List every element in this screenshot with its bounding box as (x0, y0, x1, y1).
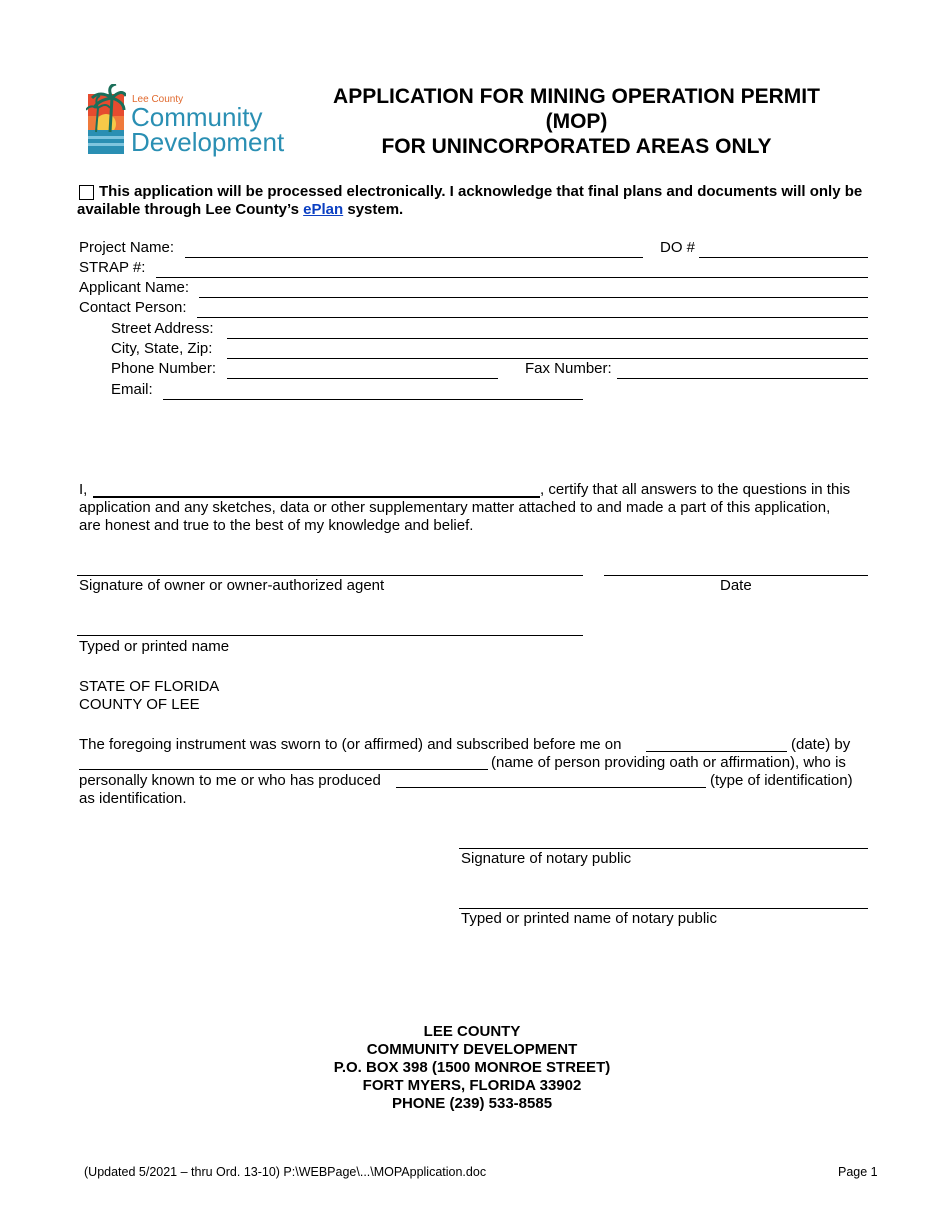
certification-prefix: I, (79, 481, 88, 498)
logo-development: Development (131, 127, 285, 157)
typed-name-label: Typed or printed name (79, 638, 230, 655)
do-number-field[interactable] (699, 257, 868, 258)
notary-typed-name-field[interactable] (459, 908, 868, 909)
page-number: Page 1 (838, 1165, 878, 1179)
project-name-field[interactable] (185, 257, 643, 258)
title-line-1: APPLICATION FOR MINING OPERATION PERMIT (333, 85, 820, 108)
footer-line-1: LEE COUNTY (423, 1023, 521, 1040)
phone-number-label: Phone Number: (111, 360, 217, 377)
acknowledgement-text (77, 183, 877, 219)
owner-signature-field[interactable] (77, 575, 583, 576)
phone-number-field[interactable] (227, 378, 498, 379)
typed-name-field[interactable] (77, 635, 583, 636)
acknowledgement-text-before: This application will be processed electronically. I acknowledge that final plans and documents will only be available through Lee County’s (77, 183, 863, 218)
applicant-name-label: Applicant Name: (79, 279, 190, 296)
title-line-3: FOR UNINCORPORATED AREAS ONLY (381, 135, 772, 158)
street-address-field[interactable] (227, 338, 868, 339)
applicant-name-field[interactable] (199, 297, 868, 298)
strap-label: STRAP #: (79, 259, 146, 276)
palm-tree-sunset-icon (86, 84, 126, 156)
project-name-label: Project Name: (79, 239, 175, 256)
eplan-link[interactable]: ePlan (303, 201, 344, 218)
footer-line-5: PHONE (239) 533-8585 (391, 1095, 553, 1112)
date-field[interactable] (604, 575, 868, 576)
county-label: COUNTY OF LEE (79, 696, 200, 713)
strap-field[interactable] (156, 277, 868, 278)
notary-line-4: as identification. (79, 790, 187, 807)
contact-person-field[interactable] (197, 317, 868, 318)
logo-community: Community (131, 102, 263, 132)
title-line-2: (MOP) (545, 110, 608, 133)
document-updated-note: (Updated 5/2021 – thru Ord. 13-10) P:\WEBPage\...\MOPApplication.doc (84, 1165, 487, 1179)
notary-typed-name-label: Typed or printed name of notary public (461, 910, 717, 927)
footer-line-3: P.O. BOX 398 (1500 MONROE STREET) (333, 1059, 611, 1076)
street-address-label: Street Address: (111, 320, 214, 337)
fax-number-label: Fax Number: (525, 360, 612, 377)
city-state-zip-label: City, State, Zip: (111, 340, 213, 357)
notary-line-3b: (type of identification) (710, 772, 853, 789)
do-number-label: DO # (660, 239, 696, 256)
footer-line-2: COMMUNITY DEVELOPMENT (366, 1041, 578, 1058)
page-title (300, 84, 853, 159)
oath-person-name-field[interactable] (79, 769, 488, 770)
city-state-zip-field[interactable] (227, 358, 868, 359)
notary-date-field[interactable] (646, 751, 787, 752)
notary-line-3a: personally known to me or who has produced (79, 772, 381, 789)
notary-line-1a: The foregoing instrument was sworn to (or affirmed) and subscribed before me on (79, 736, 622, 753)
notary-signature-field[interactable] (459, 848, 868, 849)
fax-number-field[interactable] (617, 378, 868, 379)
date-label: Date (720, 577, 752, 594)
footer-address (240, 1023, 704, 1113)
email-field[interactable] (163, 399, 583, 400)
certification-line-3: are honest and true to the best of my knowledge and belief. (79, 517, 474, 534)
acknowledgement-text-after: system. (343, 201, 404, 218)
identification-type-field[interactable] (396, 787, 706, 788)
footer-line-4: FORT MYERS, FLORIDA 33902 (362, 1077, 582, 1094)
owner-signature-label: Signature of owner or owner-authorized agent (79, 577, 385, 594)
lee-county-logo (86, 84, 296, 158)
state-label: STATE OF FLORIDA (79, 678, 220, 695)
notary-signature-label: Signature of notary public (461, 850, 632, 867)
certification-line-2: application and any sketches, data or other supplementary matter attached to and made a part of this application, (79, 499, 831, 516)
notary-line-2: (name of person providing oath or affirmation), who is (491, 754, 846, 771)
certifier-name-field[interactable] (93, 496, 540, 498)
certification-line-1: , certify that all answers to the questions in this (540, 481, 851, 498)
electronic-processing-checkbox[interactable] (79, 185, 94, 200)
email-label: Email: (111, 381, 153, 398)
notary-line-1b: (date) by (791, 736, 851, 753)
contact-person-label: Contact Person: (79, 299, 187, 316)
logo-small-text: Lee County (132, 94, 184, 105)
